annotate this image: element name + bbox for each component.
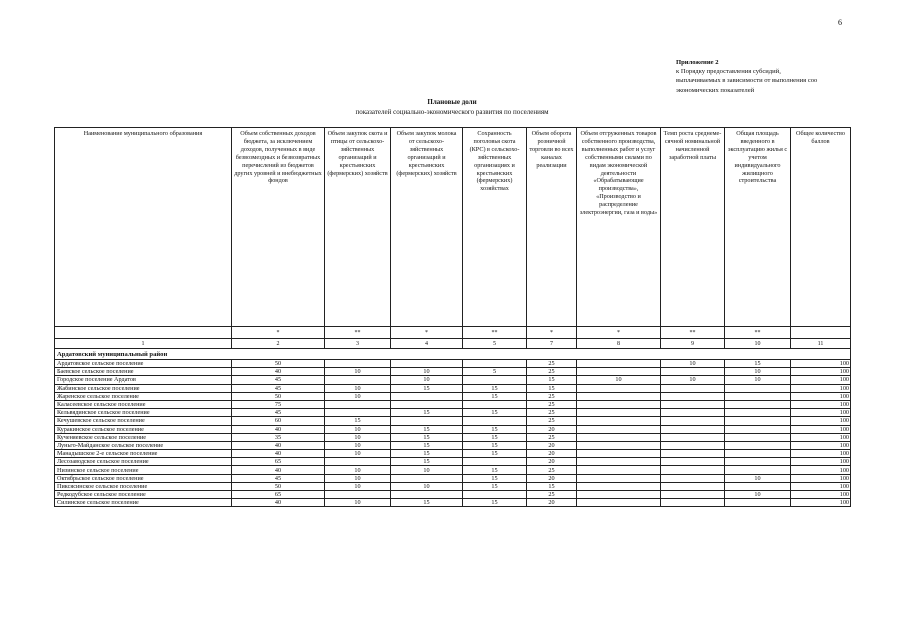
settlement-name: Силинское сельское поселение (55, 499, 232, 507)
settlement-name: Манадышское 2-е сельское поселение (55, 450, 232, 458)
table-cell: 15 (527, 384, 577, 392)
header-cell: Объем оборота розничной торговли во всех каналах реализации (527, 128, 577, 327)
table-row (55, 433, 851, 441)
settlement-name: Низинское сельское поселение (55, 466, 232, 474)
column-number: 2 (232, 339, 325, 349)
column-number: 8 (577, 339, 661, 349)
table-cell (577, 466, 661, 474)
table-cell (577, 409, 661, 417)
mark-cell: * (527, 327, 577, 339)
table-cell: 20 (527, 499, 577, 507)
mark-cell: * (391, 327, 463, 339)
table-cell (391, 474, 463, 482)
table-row (55, 450, 851, 458)
column-number: 5 (463, 339, 527, 349)
header-cell: Темп роста среднеме-сячной номинальной начисленной заработной платы (661, 128, 725, 327)
table-cell: 10 (325, 368, 391, 376)
table-cell: 40 (232, 441, 325, 449)
district-name: Ардатовский муниципальный район (55, 349, 851, 360)
table-cell: 50 (232, 482, 325, 490)
table-cell (391, 360, 463, 368)
table-cell (725, 409, 791, 417)
table-cell: 100 (791, 482, 851, 490)
mark-cell: * (232, 327, 325, 339)
header-row (55, 128, 851, 327)
table-cell (661, 458, 725, 466)
table-cell: 40 (232, 425, 325, 433)
table-cell (661, 433, 725, 441)
table-cell: 45 (232, 376, 325, 384)
table-cell: 15 (391, 450, 463, 458)
column-number-row (55, 339, 851, 349)
table-row (55, 368, 851, 376)
table-cell: 15 (725, 360, 791, 368)
table-cell: 100 (791, 400, 851, 408)
column-number: 9 (661, 339, 725, 349)
column-number: 11 (791, 339, 851, 349)
table-cell: 100 (791, 368, 851, 376)
header-cell: Объем закупок молока от сельскохо-зяйственных организаций и крестьянских (фермерских) хозяйств (391, 128, 463, 327)
table-cell: 15 (463, 482, 527, 490)
table-cell: 65 (232, 491, 325, 499)
table-cell (577, 368, 661, 376)
table-cell: 40 (232, 450, 325, 458)
settlement-name: Городское поселение Ардатов (55, 376, 232, 384)
indicators-table (54, 127, 851, 507)
header-cell: Наименование муниципального образования (55, 128, 232, 327)
table-cell: 100 (791, 499, 851, 507)
mark-cell (791, 327, 851, 339)
table-cell (725, 466, 791, 474)
column-number: 1 (55, 339, 232, 349)
table-cell (325, 400, 391, 408)
table-cell: 50 (232, 360, 325, 368)
table-cell (661, 466, 725, 474)
table-row (55, 441, 851, 449)
table-cell: 5 (463, 368, 527, 376)
table-cell (325, 360, 391, 368)
document-subtitle: показателей социально-экономического развития по поселениям (355, 108, 549, 116)
table-cell: 25 (527, 417, 577, 425)
table-row (55, 376, 851, 384)
table-cell: 15 (391, 433, 463, 441)
table-cell (725, 433, 791, 441)
table-row (55, 474, 851, 482)
table-cell (325, 409, 391, 417)
table-cell: 15 (463, 425, 527, 433)
settlement-name: Кученяевское сельское поселение (55, 433, 232, 441)
table-cell: 10 (725, 491, 791, 499)
table-cell (577, 360, 661, 368)
table-cell: 20 (527, 450, 577, 458)
table-cell (725, 400, 791, 408)
table-cell: 10 (391, 368, 463, 376)
table-row (55, 482, 851, 490)
table-cell: 25 (527, 360, 577, 368)
table-cell (725, 499, 791, 507)
table-cell: 15 (391, 409, 463, 417)
table-cell: 15 (391, 384, 463, 392)
table-cell (725, 425, 791, 433)
column-number: 7 (527, 339, 577, 349)
table-cell (661, 368, 725, 376)
table-cell: 65 (232, 458, 325, 466)
table-cell (391, 400, 463, 408)
table-cell (577, 482, 661, 490)
mark-cell: ** (463, 327, 527, 339)
table-cell: 15 (527, 482, 577, 490)
district-row (55, 349, 851, 360)
table-cell: 15 (391, 499, 463, 507)
table-cell (661, 474, 725, 482)
table-cell: 10 (325, 384, 391, 392)
settlement-name: Ардатовское сельское поселение (55, 360, 232, 368)
table-cell (661, 482, 725, 490)
table-cell (661, 400, 725, 408)
table-cell: 15 (527, 376, 577, 384)
table-cell (325, 458, 391, 466)
table-cell: 100 (791, 441, 851, 449)
table-cell (577, 499, 661, 507)
table-cell (577, 384, 661, 392)
settlement-name: Кечушевское сельское поселение (55, 417, 232, 425)
table-cell: 15 (463, 392, 527, 400)
mark-cell (55, 327, 232, 339)
table-cell (577, 400, 661, 408)
table-cell: 10 (325, 441, 391, 449)
table-cell (577, 474, 661, 482)
table-cell: 100 (791, 417, 851, 425)
table-cell (391, 417, 463, 425)
table-cell: 25 (527, 409, 577, 417)
settlement-name: Луньго-Майданское сельское поселение (55, 441, 232, 449)
table-cell: 45 (232, 384, 325, 392)
table-cell: 10 (325, 425, 391, 433)
table-cell (661, 417, 725, 425)
table-cell: 100 (791, 360, 851, 368)
table-cell: 25 (527, 491, 577, 499)
table-row (55, 417, 851, 425)
table-cell: 40 (232, 466, 325, 474)
table-cell: 25 (527, 368, 577, 376)
settlement-name: Каласеевское сельское поселение (55, 400, 232, 408)
table-cell (577, 491, 661, 499)
table-cell: 60 (232, 417, 325, 425)
table-cell: 20 (527, 425, 577, 433)
settlement-name: Октябрьское сельское поселение (55, 474, 232, 482)
table-cell: 100 (791, 409, 851, 417)
table-cell: 100 (791, 433, 851, 441)
table-cell: 45 (232, 409, 325, 417)
table-cell: 15 (391, 441, 463, 449)
table-cell: 10 (661, 376, 725, 384)
settlement-name: Пиксясинское сельское поселение (55, 482, 232, 490)
table-cell (577, 450, 661, 458)
table-cell: 100 (791, 474, 851, 482)
settlement-name: Жабинское сельское поселение (55, 384, 232, 392)
table-cell (577, 433, 661, 441)
table-cell: 25 (527, 392, 577, 400)
table-cell (661, 384, 725, 392)
table-cell: 25 (527, 466, 577, 474)
table-row (55, 384, 851, 392)
table-cell: 10 (391, 482, 463, 490)
table-cell (391, 491, 463, 499)
table-cell (577, 458, 661, 466)
table-cell (661, 425, 725, 433)
table-cell: 15 (325, 417, 391, 425)
appendix-line: выплачиваемых в зависимости от выполнения соо (676, 77, 818, 85)
header-cell: Объем отгруженных товаров собственного производства, выполненных работ и услуг собственными силами по видам экономической деятельности «Обрабатывающие производства», «Производство и распределение электроэнергии, газа и воды» (577, 128, 661, 327)
table-cell: 10 (325, 466, 391, 474)
table-cell (661, 409, 725, 417)
table-cell: 35 (232, 433, 325, 441)
table-cell (725, 384, 791, 392)
table-cell: 10 (577, 376, 661, 384)
table-cell: 15 (463, 384, 527, 392)
table-cell: 25 (527, 433, 577, 441)
table-row (55, 466, 851, 474)
table-cell: 45 (232, 474, 325, 482)
table-cell: 15 (391, 458, 463, 466)
table-cell: 15 (463, 474, 527, 482)
header-cell: Сохранность поголовья скота (КРС) в сельскохо-зяйственных организациях и крестьянских (фермерских) хозяйствах (463, 128, 527, 327)
header-cell: Объем собственных доходов бюджета, за исключением доходов, полученных в виде безвозмездных и безвозвратных перечислений из бюджетов других уровней и внебюджетных фондов (232, 128, 325, 327)
settlement-name: Баевское сельское поселение (55, 368, 232, 376)
table-cell: 10 (325, 433, 391, 441)
table-row (55, 425, 851, 433)
table-cell: 10 (391, 376, 463, 384)
table-cell: 10 (725, 376, 791, 384)
table-cell (661, 499, 725, 507)
mark-cell: ** (725, 327, 791, 339)
mark-cell: ** (325, 327, 391, 339)
table-cell (463, 458, 527, 466)
table-cell: 15 (391, 425, 463, 433)
appendix-title: Приложение 2 (676, 59, 719, 66)
table-cell: 40 (232, 499, 325, 507)
settlement-name: Жаренское сельское поселение (55, 392, 232, 400)
table-cell (725, 458, 791, 466)
column-number: 3 (325, 339, 391, 349)
table-cell (577, 425, 661, 433)
table-cell: 15 (463, 409, 527, 417)
table-cell: 100 (791, 392, 851, 400)
column-number: 4 (391, 339, 463, 349)
table-cell (463, 360, 527, 368)
appendix-line: к Порядку предоставления субсидий, (676, 68, 781, 76)
settlement-name: Кельвядинское сельское поселение (55, 409, 232, 417)
table-cell (725, 482, 791, 490)
table-cell: 20 (527, 441, 577, 449)
column-number: 10 (725, 339, 791, 349)
table-cell (391, 392, 463, 400)
table-cell: 100 (791, 376, 851, 384)
table-cell (463, 491, 527, 499)
table-cell: 15 (463, 433, 527, 441)
table-cell: 15 (463, 466, 527, 474)
table-cell: 10 (325, 450, 391, 458)
table-cell (725, 392, 791, 400)
table-cell: 10 (325, 499, 391, 507)
marks-row (55, 327, 851, 339)
table-cell: 15 (463, 450, 527, 458)
settlement-name: Куракинское сельское поселение (55, 425, 232, 433)
table-cell (661, 450, 725, 458)
table-row (55, 491, 851, 499)
table-row (55, 392, 851, 400)
table-cell (661, 491, 725, 499)
header-cell: Объем закупок скота и птицы от сельскохо-зяйственных организаций и крестьянских (фермерских) хозяйств (325, 128, 391, 327)
table-row (55, 360, 851, 368)
table-cell: 10 (325, 474, 391, 482)
table-cell: 40 (232, 368, 325, 376)
appendix-block (676, 58, 896, 95)
table-cell: 25 (527, 400, 577, 408)
table-cell (577, 392, 661, 400)
table-cell: 50 (232, 392, 325, 400)
header-cell: Общее количество баллов (791, 128, 851, 327)
table-cell: 100 (791, 466, 851, 474)
mark-cell: * (577, 327, 661, 339)
table-cell: 10 (325, 392, 391, 400)
table-cell (725, 450, 791, 458)
table-cell: 10 (725, 474, 791, 482)
page-number: 6 (838, 18, 842, 27)
settlement-name: Редкодубское сельское поселение (55, 491, 232, 499)
table-cell (661, 392, 725, 400)
header-cell: Общая площадь введенного в эксплуатацию жилья с учетом индивидуального жилищного строительства (725, 128, 791, 327)
table-cell: 10 (725, 368, 791, 376)
table-cell: 20 (527, 458, 577, 466)
table-cell: 100 (791, 384, 851, 392)
table-row (55, 458, 851, 466)
mark-cell: ** (661, 327, 725, 339)
table-cell (325, 376, 391, 384)
table-cell (325, 491, 391, 499)
document-title: Плановые доли (427, 98, 477, 106)
table-cell: 10 (325, 482, 391, 490)
table-row (55, 409, 851, 417)
table-cell: 100 (791, 425, 851, 433)
table-row (55, 499, 851, 507)
table-cell: 100 (791, 491, 851, 499)
table-cell (577, 441, 661, 449)
table-cell: 10 (391, 466, 463, 474)
table-cell (463, 417, 527, 425)
table-cell: 20 (527, 474, 577, 482)
table-cell (725, 417, 791, 425)
table-cell: 75 (232, 400, 325, 408)
table-cell: 100 (791, 450, 851, 458)
appendix-line: экономических показателей (676, 86, 755, 94)
table-cell (463, 400, 527, 408)
table-cell (577, 417, 661, 425)
settlement-name: Лесозаводское сельское поселение (55, 458, 232, 466)
table-cell: 100 (791, 458, 851, 466)
table-cell: 10 (661, 360, 725, 368)
table-cell: 15 (463, 499, 527, 507)
table-row (55, 400, 851, 408)
table-cell (725, 441, 791, 449)
table-cell (661, 441, 725, 449)
table-cell: 15 (463, 441, 527, 449)
table-cell (463, 376, 527, 384)
